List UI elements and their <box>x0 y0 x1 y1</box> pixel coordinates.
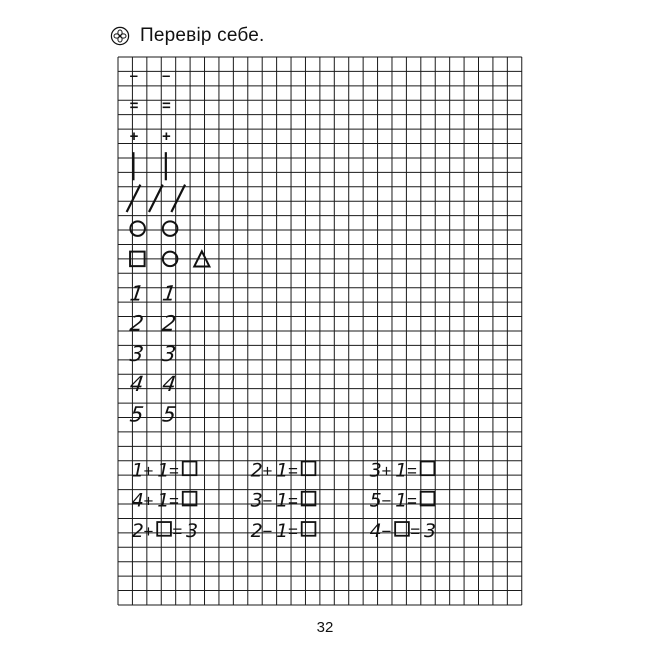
handwritten-digit: 1 <box>395 489 408 512</box>
answer-box <box>302 492 316 506</box>
plus-sign: + <box>162 127 171 145</box>
equals-sign: = <box>288 461 298 481</box>
handwritten-digit: 2 <box>160 310 178 336</box>
handwritten-digit: 3 <box>186 519 199 542</box>
handwritten-digit: 5 <box>369 489 382 512</box>
equals-sign: = <box>288 521 298 541</box>
slanted-stroke <box>127 185 141 212</box>
copy-exercise-area <box>127 67 210 426</box>
exercise-equation <box>132 520 198 542</box>
handwritten-digit: 3 <box>160 341 178 366</box>
minus-sign: − <box>381 491 392 511</box>
answer-box <box>421 492 435 506</box>
handwritten-digit: 1 <box>160 280 178 306</box>
equals-sign: = <box>406 491 417 511</box>
plus-sign: + <box>129 127 139 145</box>
answer-box <box>183 461 197 475</box>
equals-sign: = <box>169 491 179 511</box>
handwritten-digit: 4 <box>131 489 144 512</box>
handwritten-digit: 5 <box>128 401 146 427</box>
minus-sign: – <box>129 67 138 85</box>
plus-sign: + <box>143 461 154 481</box>
handwritten-digit: 2 <box>250 459 263 482</box>
handwritten-digit: 4 <box>160 371 178 397</box>
exercise-equation <box>132 490 197 512</box>
plus-sign: + <box>143 521 154 541</box>
handwritten-digit: 3 <box>369 459 382 482</box>
equals-sign: = <box>129 97 139 115</box>
equals-sign: = <box>172 521 183 541</box>
handwritten-digit: 1 <box>131 459 144 482</box>
handwritten-digit: 1 <box>128 280 146 306</box>
exercise-equation <box>370 520 436 542</box>
handwritten-digit: 4 <box>369 519 382 542</box>
handwritten-digit: 1 <box>276 519 289 542</box>
answer-box <box>421 461 435 475</box>
handwritten-digit: 3 <box>423 519 437 542</box>
equals-sign: = <box>162 97 171 115</box>
answer-box <box>183 492 197 506</box>
plus-sign: + <box>262 461 273 481</box>
handwritten-digit: 3 <box>250 489 263 512</box>
handwritten-digit: 2 <box>131 519 144 542</box>
handwritten-digit: 2 <box>128 310 146 336</box>
handwritten-digit: 1 <box>157 459 170 482</box>
minus-sign: – <box>162 67 171 85</box>
handwritten-digit: 1 <box>395 459 408 482</box>
handwritten-digit: 2 <box>250 519 263 542</box>
handwritten-digit: 4 <box>128 371 146 397</box>
page-title: Перевір себе. <box>140 25 265 46</box>
equals-sign: = <box>406 461 417 481</box>
slanted-stroke <box>149 185 163 212</box>
handwritten-digit: 1 <box>157 489 170 512</box>
minus-sign: − <box>262 491 273 511</box>
answer-box <box>302 461 316 475</box>
exercise-equation <box>132 459 197 481</box>
plus-sign: + <box>381 461 392 481</box>
answer-box <box>157 522 171 536</box>
minus-sign: − <box>381 521 392 541</box>
answer-box <box>302 522 316 536</box>
minus-sign: − <box>262 521 273 541</box>
plus-sign: + <box>143 491 154 511</box>
slanted-stroke <box>171 185 185 212</box>
exercise-equation <box>370 459 435 481</box>
handwritten-digit: 5 <box>160 401 178 427</box>
exercise-equation <box>370 490 435 512</box>
equals-sign: = <box>169 461 179 481</box>
handwritten-digit: 1 <box>276 489 289 512</box>
handwritten-digit: 1 <box>276 459 289 482</box>
equals-sign: = <box>288 491 298 511</box>
page-number: 32 <box>316 619 334 636</box>
handwritten-digit: 3 <box>128 341 146 366</box>
arithmetic-exercises <box>132 459 436 542</box>
equals-sign: = <box>410 521 421 541</box>
